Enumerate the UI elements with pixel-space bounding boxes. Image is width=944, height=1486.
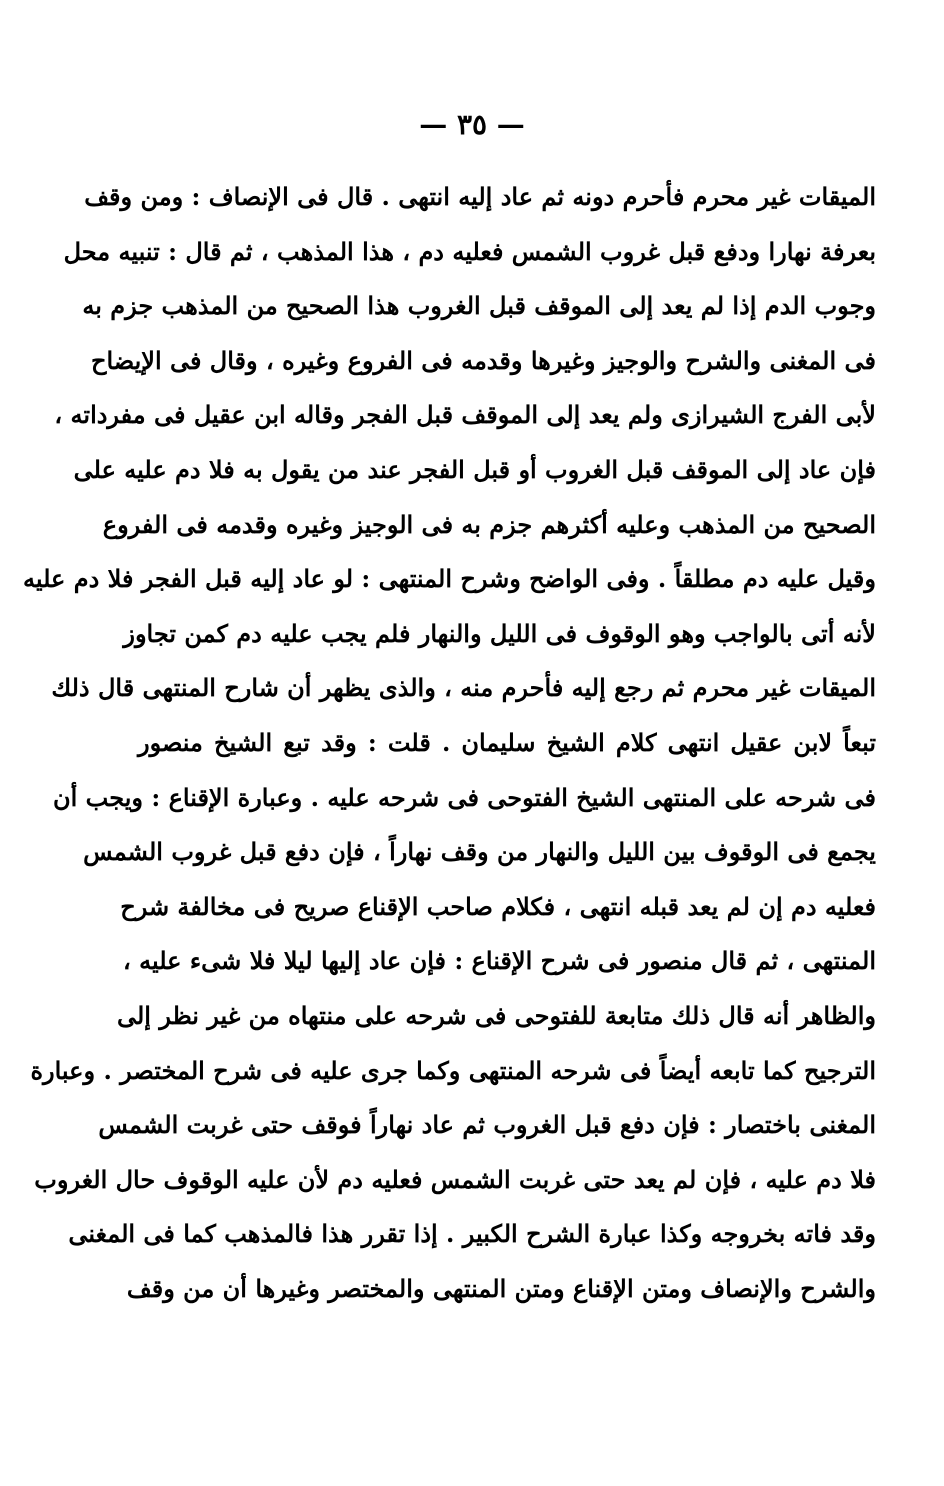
text-line: بعرفة نهارا ودفع قبل غروب الشمس فعليه دم ، هذا المذهب ، ثم قال : تنبيه محل: [63, 236, 876, 266]
text-line: لأنه أتى بالواجب وهو الوقوف فى الليل والنهار فلم يجب عليه دم كمن تجاوز: [123, 618, 876, 648]
text-line: فى شرحه على المنتهى الشيخ الفتوحى فى شرحه عليه . وعبارة الإقناع : ويجب أن: [53, 782, 876, 812]
text-line: وقيل عليه دم مطلقاً . وفى الواضح وشرح المنتهى : لو عاد إليه قبل الفجر فلا دم عليه: [22, 564, 876, 594]
text-line: وجوب الدم إذا لم يعد إلى الموقف قبل الغروب هذا الصحيح من المذهب جزم به: [82, 291, 876, 321]
text-line: فعليه دم إن لم يعد قبله انتهى ، فكلام صاحب الإقناع صريح فى مخالفة شرح: [120, 891, 876, 921]
text-line: والشرح والإنصاف ومتن الإقناع ومتن المنتهى والمختصر وغيرها أن من وقف: [126, 1273, 876, 1303]
page-number: — ٣٥ —: [419, 108, 525, 141]
text-line: وقد فاته بخروجه وكذا عبارة الشرح الكبير . إذا تقرر هذا فالمذهب كما فى المغنى: [68, 1219, 876, 1249]
text-line: المنتهى ، ثم قال منصور فى شرح الإقناع : فإن عاد إليها ليلا فلا شىء عليه ،: [122, 946, 876, 976]
text-line: يجمع فى الوقوف بين الليل والنهار من وقف نهاراً ، فإن دفع قبل غروب الشمس: [83, 837, 876, 867]
text-line: لأبى الفرج الشيرازى ولم يعد إلى الموقف قبل الفجر وقاله ابن عقيل فى مفرداته ،: [54, 400, 876, 430]
text-line: الترجيح كما تابعه أيضاً فى شرحه المنتهى وكما جرى عليه فى شرح المختصر . وعبارة: [30, 1055, 876, 1085]
text-line: والظاهر أنه قال ذلك متابعة للفتوحى فى شرحه على منتهاه من غير نظر إلى: [116, 1000, 876, 1030]
text-line: فإن عاد إلى الموقف قبل الغروب أو قبل الفجر عند من يقول به فلا دم عليه على: [73, 454, 876, 484]
text-line: فى المغنى والشرح والوجيز وغيرها وقدمه فى الفروع وغيره ، وقال فى الإيضاح: [90, 345, 876, 375]
text-line: تبعاً لابن عقيل انتهى كلام الشيخ سليمان . قلت : وقد تبع الشيخ منصور: [138, 727, 876, 757]
text-line: الميقات غير محرم فأحرم دونه ثم عاد إليه انتهى . قال فى الإنصاف : ومن وقف: [84, 182, 876, 211]
text-line: المغنى باختصار : فإن دفع قبل الغروب ثم عاد نهاراً فوقف حتى غربت الشمس: [98, 1110, 876, 1140]
body-text: [22, 170, 876, 1316]
text-line: فلا دم عليه ، فإن لم يعد حتى غربت الشمس فعليه دم لأن عليه الوقوف حال الغروب: [34, 1164, 876, 1194]
text-line: الصحيح من المذهب وعليه أكثرهم جزم به فى الوجيز وغيره وقدمه فى الفروع: [102, 509, 876, 539]
text-line: الميقات غير محرم ثم رجع إليه فأحرم منه ، والذى يظهر أن شارح المنتهى قال ذلك: [51, 673, 876, 703]
